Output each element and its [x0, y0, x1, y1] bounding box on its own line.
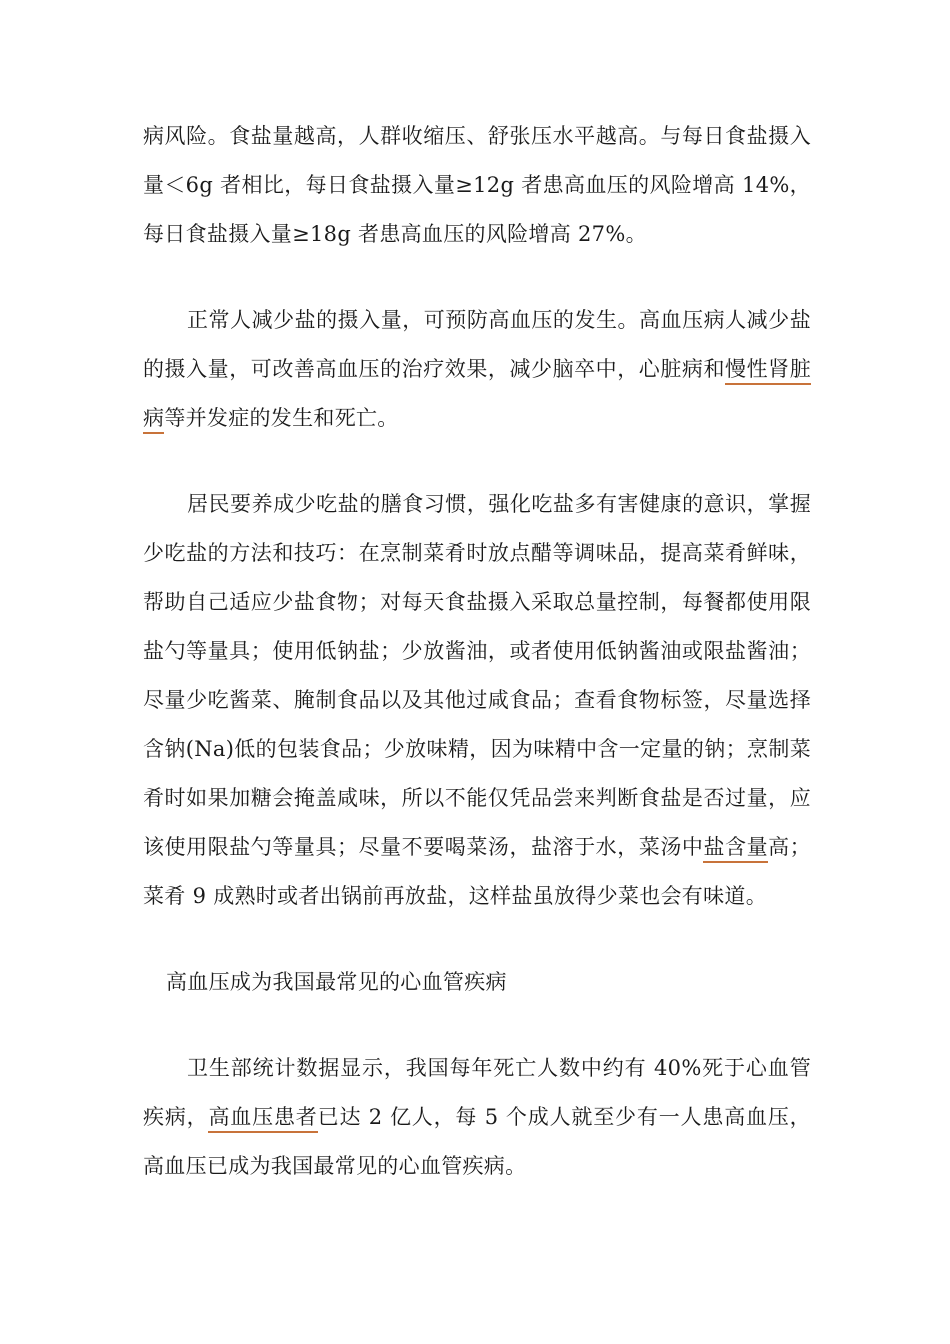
link-salt-content[interactable]: 盐含量	[703, 835, 768, 863]
link-chronic-kidney-disease[interactable]: 慢性肾脏病	[143, 357, 811, 434]
paragraph-text: 居民要养成少吃盐的膳食习惯，强化吃盐多有害健康的意识，掌握少吃盐的方法和技巧：在烹制菜肴时放点醋等调味品，提高菜肴鲜味，帮助自己适应少盐食物；对每天食盐摄入采取总量控制，每餐都使用限盐勺等量具；使用低钠盐；少放酱油，或者使用低钠酱油或限盐酱油；尽量少吃酱菜、腌制食品以及其他过咸食品；查看食物标签，尽量选择含钠(Na)低的包装食品；少放味精，因为味精中含一定量的钠；烹制菜肴时如果加糖会掩盖咸味，所以不能仅凭品尝来判断食盐是否过量，应该使用限盐勺等量具；尽量不要喝菜汤，盐溶于水，菜汤中	[143, 492, 811, 859]
paragraph-text: 正常人减少盐的摄入量，可预防高血压的发生。高血压病人减少盐的摄入量，可改善高血压的治疗效果，减少脑卒中，心脏病和	[143, 308, 811, 381]
paragraph-text: 等并发症的发生和死亡。	[164, 406, 399, 430]
paragraph-reduce-salt	[143, 296, 811, 443]
paragraph-salt-risk	[143, 112, 811, 259]
document-body	[143, 112, 811, 1228]
paragraph-text: 病风险。食盐量越高，人群收缩压、舒张压水平越高。与每日食盐摄入量＜6g 者相比，每日食盐摄入量≥12g 者患高血压的风险增高 14%，每日食盐摄入量≥18g 者患高血压的风险增高 27%。	[143, 124, 811, 246]
paragraph-salt-habits	[143, 480, 811, 921]
paragraph-statistics	[143, 1044, 811, 1191]
paragraph-text: 卫生部统计数据显示，我国每年死亡人数中约有 40%死于心血管疾病，	[143, 1056, 811, 1129]
heading-text: 高血压成为我国最常见的心血管疾病	[166, 970, 507, 994]
link-hypertension-patients[interactable]: 高血压患者	[208, 1105, 317, 1133]
paragraph-text: 高；菜肴 9 成熟时或者出锅前再放盐，这样盐虽放得少菜也会有味道。	[143, 835, 811, 908]
section-heading	[143, 958, 811, 1007]
paragraph-text: 已达 2 亿人，每 5 个成人就至少有一人患高血压，高血压已成为我国最常见的心血管疾病。	[143, 1105, 811, 1178]
